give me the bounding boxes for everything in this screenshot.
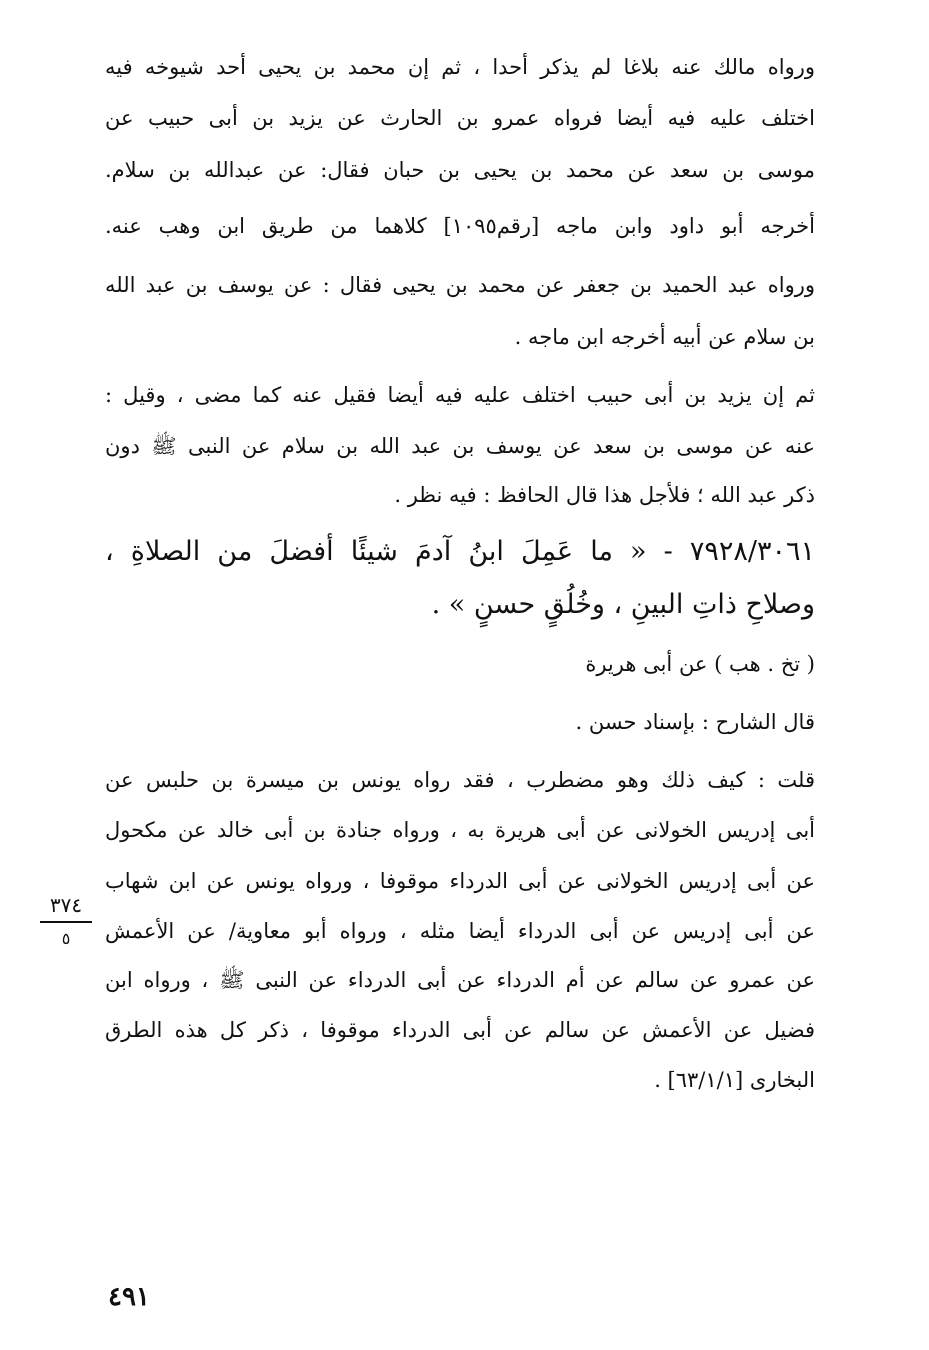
text-line: قلت : كيف ذلك وهو مضطرب ، فقد رواه يونس بن ميسرة بن حلبس عن — [105, 768, 815, 792]
hadith-line: ٧٩٢٨/٣٠٦١ - « ما عَمِلَ ابنُ آدمَ شيئًا أفضلَ من الصلاةِ ، — [105, 536, 815, 567]
text-line: عن أبى إدريس عن أبى الدرداء أيضا مثله ، ورواه أبو معاوية/ عن الأعمش — [105, 919, 815, 943]
text-line: فضيل عن الأعمش عن سالم عن أبى الدرداء موقوفا ، ذكر كل هذه الطرق — [105, 1018, 815, 1042]
text-line: عن عمرو عن سالم عن أم الدرداء عن أبى الدرداء عن النبى ﷺ ، ورواه ابن — [105, 968, 815, 992]
text-line: اختلف عليه فيه أيضا فرواه عمرو بن الحارث عن يزيد بن أبى حبيب عن — [105, 106, 815, 130]
text-line: البخارى [٦٣/١/١] . — [654, 1068, 815, 1092]
text-line: موسى بن سعد عن محمد بن يحيى بن حبان فقال: عن عبدالله بن سلام. — [105, 158, 815, 182]
text-line: أبى إدريس الخولانى عن أبى هريرة به ، ورواه جنادة بن أبى خالد عن مكحول — [105, 818, 815, 842]
text-line: ورواه مالك عنه بلاغا لم يذكر أحدا ، ثم إن محمد بن يحيى أحد شيوخه فيه — [105, 55, 815, 79]
fraction-rule — [40, 921, 92, 923]
hadith-line: وصلاحِ ذاتِ البينِ ، وخُلُقٍ حسنٍ » . — [431, 589, 815, 620]
text-line: ورواه عبد الحميد بن جعفر عن محمد بن يحيى فقال : عن يوسف بن عبد الله — [105, 273, 815, 297]
page-number: ٤٩١ — [108, 1282, 150, 1312]
margin-reference-part: ٥ — [61, 929, 71, 948]
text-line: عنه عن موسى بن سعد عن يوسف بن عبد الله بن سلام عن النبى ﷺ دون — [105, 434, 815, 458]
text-line: ثم إن يزيد بن أبى حبيب اختلف عليه فيه أيضا فقيل عنه كما مضى ، وقيل : — [105, 383, 815, 407]
margin-reference — [40, 893, 92, 951]
text-line: قال الشارح : بإسناد حسن . — [575, 710, 815, 734]
margin-reference-volume: ٣٧٤ — [49, 893, 83, 917]
text-line: عن أبى إدريس الخولانى عن أبى الدرداء موقوفا ، ورواه يونس عن ابن شهاب — [105, 869, 815, 893]
text-line: بن سلام عن أبيه أخرجه ابن ماجه . — [514, 325, 815, 349]
text-line: أخرجه أبو داود وابن ماجه [رقم١٠٩٥] كلاهما من طريق ابن وهب عنه. — [105, 214, 815, 238]
text-line: ذكر عبد الله ؛ فلأجل هذا قال الحافظ : فيه نظر . — [394, 483, 815, 507]
hadith-source: ( تخ . هب ) عن أبى هريرة — [585, 652, 815, 676]
